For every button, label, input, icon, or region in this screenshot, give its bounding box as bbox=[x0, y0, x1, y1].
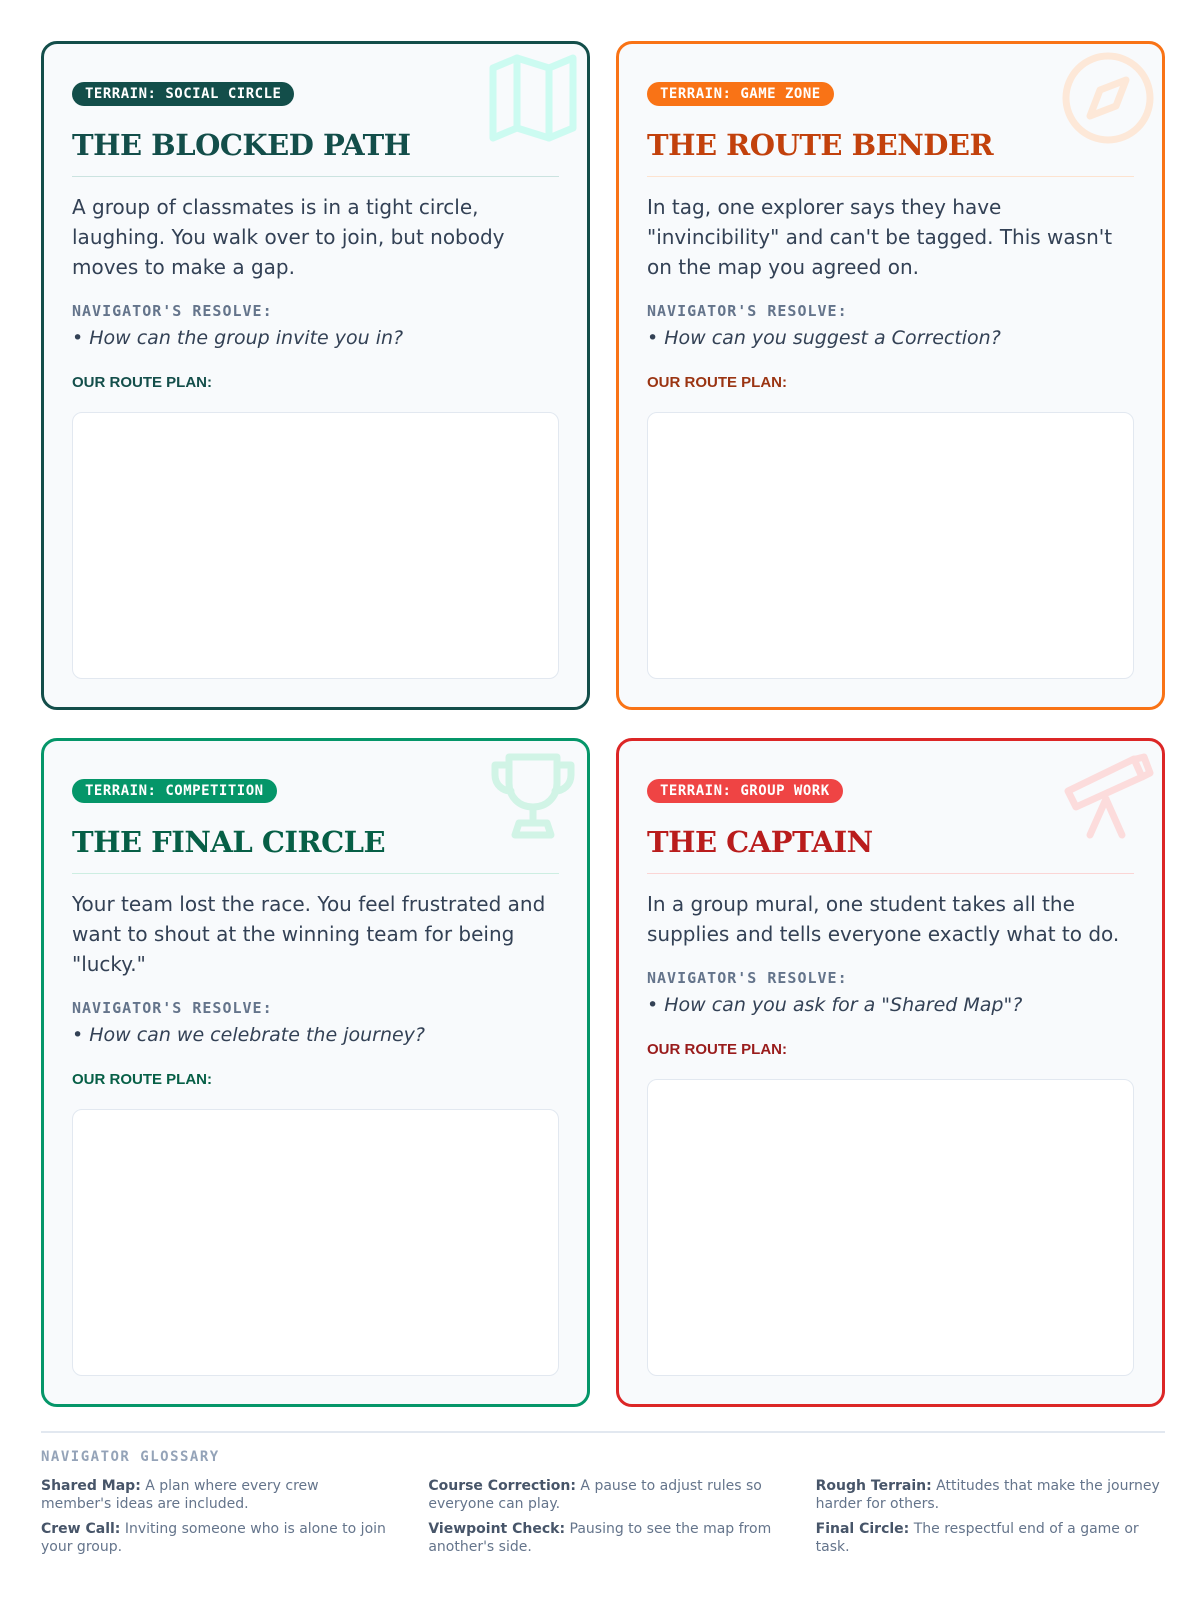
glossary-term: Shared Map: bbox=[41, 1478, 141, 1494]
scenario-card-final-circle bbox=[41, 738, 590, 1407]
scenario-card-blocked-path bbox=[41, 41, 590, 710]
glossary-item bbox=[428, 1520, 777, 1556]
resolve-label: NAVIGATOR'S RESOLVE: bbox=[647, 302, 848, 320]
scenario-text: Your team lost the race. You feel frustrated and want to shout at the winning team for being "lucky." bbox=[72, 892, 546, 976]
resolve-question: • How can you ask for a "Shared Map"? bbox=[647, 994, 1023, 1016]
glossary-definition: A pause to adjust rules so everyone can play. bbox=[428, 1478, 762, 1512]
scenario-card-captain bbox=[616, 738, 1165, 1407]
navigator-glossary bbox=[41, 1431, 1165, 1556]
terrain-badge: TERRAIN: GROUP WORK bbox=[647, 779, 843, 803]
compass-icon bbox=[1060, 50, 1156, 146]
glossary-definition: The respectful end of a game or task. bbox=[815, 1521, 1139, 1555]
glossary-definition: Inviting someone who is alone to join your group. bbox=[41, 1521, 386, 1555]
glossary-definition: A plan where every crew member's ideas are included. bbox=[41, 1478, 319, 1512]
glossary-item bbox=[41, 1520, 390, 1556]
scenario-text: A group of classmates is in a tight circle, laughing. You walk over to join, but nobody moves to make a gap. bbox=[72, 195, 505, 279]
glossary-definition: Attitudes that make the journey harder for others. bbox=[815, 1478, 1160, 1512]
glossary-item bbox=[41, 1477, 390, 1513]
route-plan-label: OUR ROUTE PLAN: bbox=[72, 374, 212, 391]
route-plan-label: OUR ROUTE PLAN: bbox=[72, 1071, 212, 1088]
glossary-term: Course Correction: bbox=[428, 1478, 576, 1494]
card-title: THE BLOCKED PATH bbox=[72, 128, 559, 177]
glossary-term: Viewpoint Check: bbox=[428, 1521, 566, 1537]
route-plan-box[interactable] bbox=[647, 412, 1134, 679]
terrain-badge: TERRAIN: COMPETITION bbox=[72, 779, 277, 803]
glossary-item bbox=[428, 1477, 777, 1513]
route-plan-label: OUR ROUTE PLAN: bbox=[647, 1041, 787, 1058]
scenario-text: In tag, one explorer says they have "invincibility" and can't be tagged. This wasn't on the map you agreed on. bbox=[647, 195, 1113, 279]
glossary-definition: Pausing to see the map from another's side. bbox=[428, 1521, 772, 1555]
glossary-title: NAVIGATOR GLOSSARY bbox=[41, 1449, 220, 1465]
resolve-label: NAVIGATOR'S RESOLVE: bbox=[647, 969, 848, 987]
route-plan-label: OUR ROUTE PLAN: bbox=[647, 374, 787, 391]
glossary-item bbox=[816, 1520, 1165, 1556]
scenario-text: In a group mural, one student takes all the supplies and tells everyone exactly what to do. bbox=[647, 892, 1120, 946]
glossary-list bbox=[41, 1477, 1165, 1556]
resolve-label: NAVIGATOR'S RESOLVE: bbox=[72, 302, 273, 320]
resolve-question: • How can we celebrate the journey? bbox=[72, 1024, 426, 1046]
terrain-badge: TERRAIN: GAME ZONE bbox=[647, 82, 834, 106]
map-icon bbox=[485, 50, 581, 146]
glossary-term: Final Circle: bbox=[815, 1521, 910, 1537]
route-plan-box[interactable] bbox=[72, 412, 559, 679]
scenario-card-route-bender bbox=[616, 41, 1165, 710]
glossary-item bbox=[816, 1477, 1165, 1513]
route-plan-box[interactable] bbox=[647, 1079, 1134, 1376]
scenario-card-grid bbox=[41, 41, 1165, 1407]
glossary-term: Rough Terrain: bbox=[815, 1478, 932, 1494]
resolve-question: • How can the group invite you in? bbox=[72, 327, 404, 349]
trophy-icon bbox=[485, 747, 581, 843]
glossary-term: Crew Call: bbox=[41, 1521, 121, 1537]
card-title: THE ROUTE BENDER bbox=[647, 128, 1134, 177]
terrain-badge: TERRAIN: SOCIAL CIRCLE bbox=[72, 82, 294, 106]
resolve-label: NAVIGATOR'S RESOLVE: bbox=[72, 999, 273, 1017]
card-title: THE FINAL CIRCLE bbox=[72, 825, 559, 874]
card-title: THE CAPTAIN bbox=[647, 825, 1134, 874]
telescope-icon bbox=[1060, 747, 1156, 843]
resolve-question: • How can you suggest a Correction? bbox=[647, 327, 1001, 349]
route-plan-box[interactable] bbox=[72, 1109, 559, 1376]
